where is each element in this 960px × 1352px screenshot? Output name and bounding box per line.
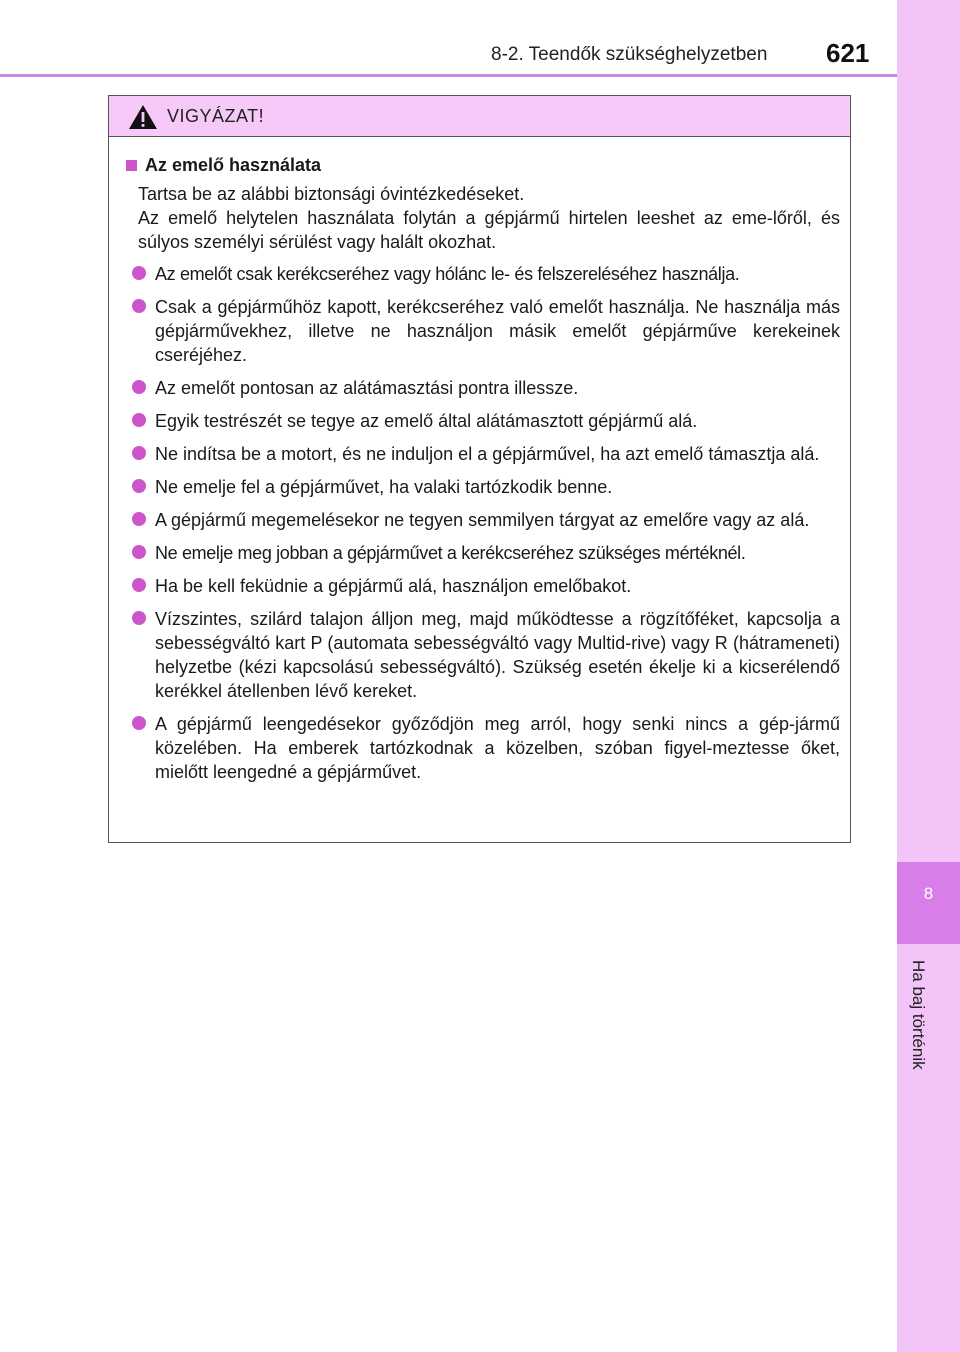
bullet-dot-icon xyxy=(132,611,146,625)
list-item: Egyik testrészét se tegye az emelő által alátámasztott gépjármű alá. xyxy=(129,409,840,433)
subheading-text: Az emelő használata xyxy=(145,155,322,175)
list-item: Az emelőt pontosan az alátámasztási pontra illessze. xyxy=(129,376,840,400)
bullet-list xyxy=(129,262,840,784)
list-item: Ne emelje meg jobban a gépjárművet a kerékcseréhez szükséges mértéknél. xyxy=(129,541,840,565)
bullet-dot-icon xyxy=(132,380,146,394)
bullet-dot-icon xyxy=(132,413,146,427)
bullet-dot-icon xyxy=(132,716,146,730)
bullet-dot-icon xyxy=(132,299,146,313)
bullet-dot-icon xyxy=(132,446,146,460)
warning-body xyxy=(109,137,850,784)
warning-box xyxy=(108,95,851,843)
warning-header xyxy=(109,96,850,137)
bullet-dot-icon xyxy=(132,545,146,559)
warning-triangle-icon xyxy=(128,104,158,130)
section-title: 8-2. Teendők szükséghelyzetben xyxy=(491,44,768,65)
header-divider xyxy=(0,74,897,77)
page-number: 621 xyxy=(826,38,870,68)
bullet-dot-icon xyxy=(132,266,146,280)
list-item: Ha be kell feküdnie a gépjármű alá, használjon emelőbakot. xyxy=(129,574,840,598)
list-item: A gépjármű leengedésekor győződjön meg arról, hogy senki nincs a gép-jármű közelében. Ha emberek tartózkodnak a közelben, szóban figyel-meztesse őket, mielőtt leengedné a gépjárművet. xyxy=(129,712,840,784)
chapter-name: Ha baj történik xyxy=(909,960,928,1070)
warning-title: VIGYÁZAT! xyxy=(167,106,265,126)
list-item: Csak a gépjárműhöz kapott, kerékcseréhez való emelőt használja. Ne használja más gépjárművekhez, illetve ne használjon másik emelőt gépjárműve kerekeinek cseréjéhez. xyxy=(129,295,840,367)
list-item: A gépjármű megemelésekor ne tegyen semmilyen tárgyat az emelőre vagy az alá. xyxy=(129,508,840,532)
chapter-number: 8 xyxy=(923,884,934,903)
bullet-dot-icon xyxy=(132,512,146,526)
bullet-dot-icon xyxy=(132,578,146,592)
list-item: Ne emelje fel a gépjárművet, ha valaki tartózkodik benne. xyxy=(129,475,840,499)
intro-line: Tartsa be az alábbi biztonsági óvintézkedéseket. xyxy=(138,184,525,204)
bullet-dot-icon xyxy=(132,479,146,493)
list-item: Ne indítsa be a motort, és ne induljon el a gépjárművel, ha azt emelő támasztja alá. xyxy=(129,442,840,466)
chapter-side-tab xyxy=(897,0,960,1352)
list-item: Vízszintes, szilárd talajon álljon meg, majd működtesse a rögzítőféket, kapcsolja a sebességváltó kart P (automata sebességváltó vagy Multid-rive) vagy R (hátrameneti) helyzetbe (kézi kapcsolású sebességváltó). Szükség esetén ékelje ki a kicserélendő kerékkel átellenben lévő kereket. xyxy=(129,607,840,703)
intro-line: Az emelő helytelen használata folytán a gépjármű hirtelen leeshet az eme-lőről, és súlyos személyi sérülést vagy halált okozhat. xyxy=(138,208,840,252)
subheading xyxy=(126,155,840,176)
list-item: Az emelőt csak kerékcseréhez vagy hólánc le- és felszereléséhez használja. xyxy=(129,262,840,286)
square-bullet-icon xyxy=(126,160,137,171)
